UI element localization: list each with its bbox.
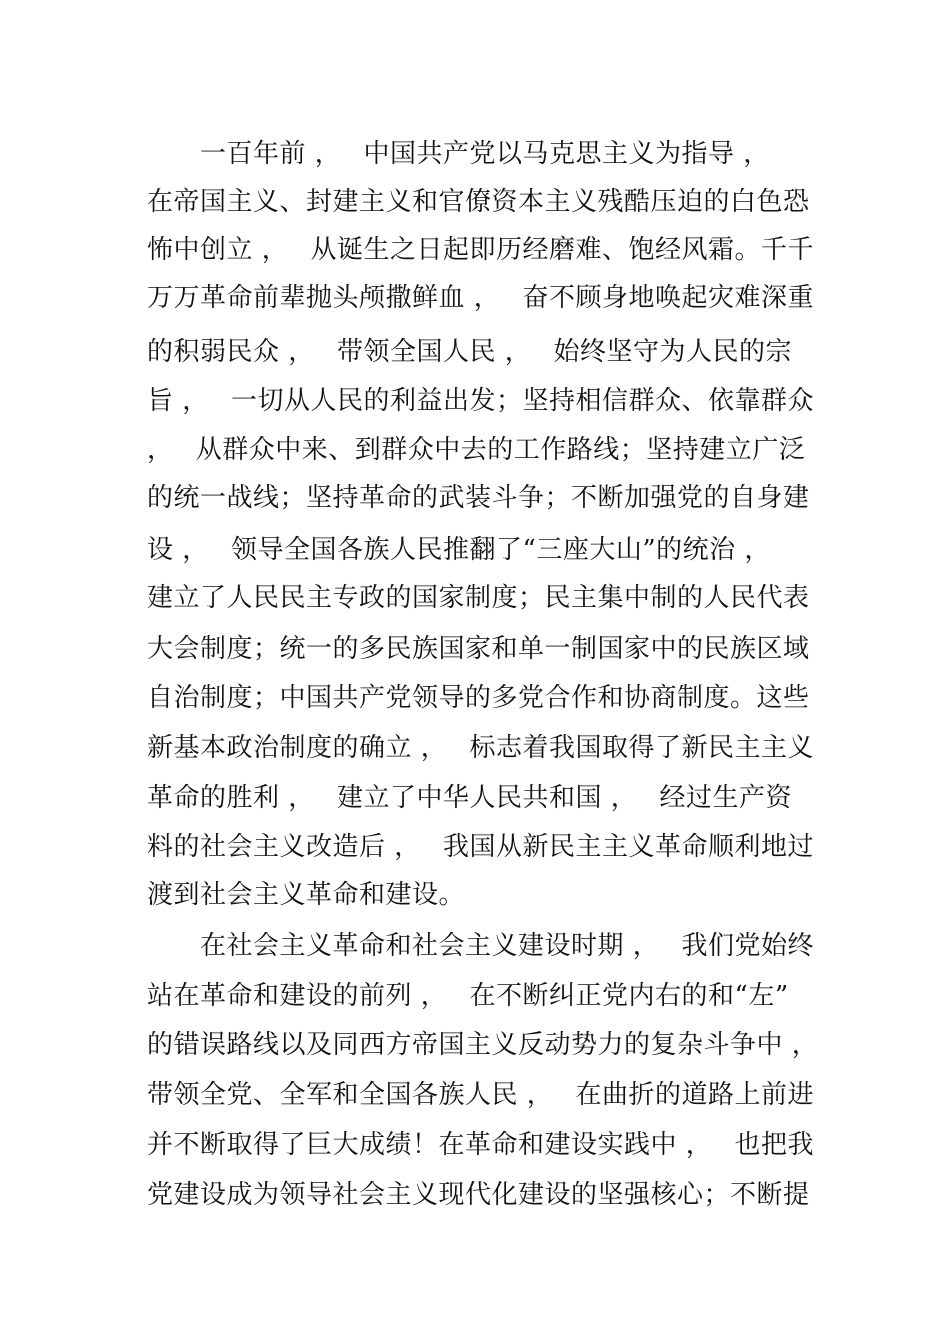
text-line: 在社会主义革命和社会主义建设时期 ， 我们党始终 <box>147 931 815 961</box>
text-line: 旨 ， 一切从人民的利益出发；坚持相信群众、依靠群众 <box>147 386 815 416</box>
text-line: 站在革命和建设的前列 ， 在不断纠正党内右的和“左” <box>147 981 789 1011</box>
text-line: 万万革命前辈抛头颅撒鲜血 ， 奋不顾身地唤起灾难深重 <box>147 283 815 313</box>
text-line: ， 从群众中来、到群众中去的工作路线；坚持建立广泛 <box>147 435 806 465</box>
text-line: 渡到社会主义革命和建设。 <box>147 880 466 910</box>
text-line: 怖中创立 ， 从诞生之日起即历经磨难、饱经风霜。千千 <box>147 235 815 265</box>
text-line: 建立了人民民主专政的国家制度；民主集中制的人民代表 <box>147 583 810 613</box>
text-line: 新基本政治制度的确立 ， 标志着我国取得了新民主主义 <box>147 733 815 763</box>
text-line: 带领全党、全军和全国各族人民 ， 在曲折的道路上前进 <box>147 1080 815 1110</box>
text-line: 的错误路线以及同西方帝国主义反动势力的复杂斗争中 ， <box>147 1030 819 1060</box>
text-line: 在帝国主义、封建主义和官僚资本主义残酷压迫的白色恐 <box>147 187 810 217</box>
text-line: 一百年前 ， 中国共产党以马克思主义为指导 ， <box>147 139 770 169</box>
text-line: 革命的胜利 ， 建立了中华人民共和国 ， 经过生产资 <box>147 783 793 813</box>
text-line: 自治制度；中国共产党领导的多党合作和协商制度。这些 <box>147 683 810 713</box>
text-line: 的积弱民众 ， 带领全国人民 ， 始终坚守为人民的宗 <box>147 337 793 367</box>
text-line: 党建设成为领导社会主义现代化建设的坚强核心；不断提 <box>147 1180 810 1210</box>
text-line: 的统一战线；坚持革命的武装斗争；不断加强党的自身建 <box>147 483 810 513</box>
text-line: 并不断取得了巨大成绩！在革命和建设实践中 ， 也把我 <box>147 1130 815 1160</box>
text-line: 料的社会主义改造后 ， 我国从新民主主义革命顺利地过 <box>147 832 815 862</box>
text-line: 大会制度；统一的多民族国家和单一制国家中的民族区域 <box>147 634 810 664</box>
text-line: 设 ， 领导全国各族人民推翻了“三座大山”的统治 ， <box>147 535 771 565</box>
